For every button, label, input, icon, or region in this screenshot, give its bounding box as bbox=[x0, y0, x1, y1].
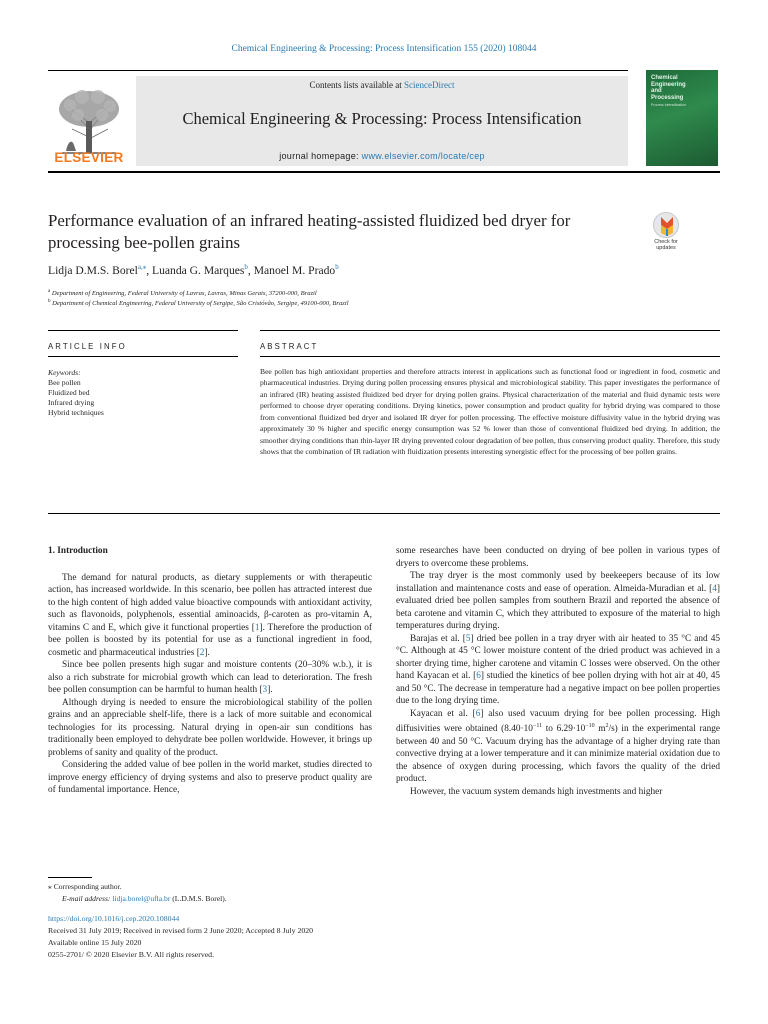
doi-link[interactable]: https://doi.org/10.1016/j.cep.2020.108044 bbox=[48, 914, 180, 923]
body-paragraph bbox=[48, 659, 372, 697]
sciencedirect-link[interactable]: ScienceDirect bbox=[404, 80, 455, 90]
paragraph-text: ]. bbox=[267, 685, 273, 695]
paragraph-text: to 6.29·10 bbox=[542, 724, 586, 735]
email-note bbox=[62, 894, 227, 903]
author-name[interactable]: Manoel M. Prado bbox=[253, 263, 336, 277]
author-affiliation-marker[interactable]: b bbox=[335, 263, 339, 271]
body-paragraph: However, the vacuum system demands high investments and higher bbox=[410, 786, 663, 797]
check-for-updates-badge[interactable] bbox=[644, 212, 688, 258]
exponent: 2 bbox=[605, 723, 609, 729]
keyword-item: Fluidized bed bbox=[48, 388, 90, 397]
article-title: Performance evaluation of an infrared heating-assisted fluidized bed dryer for processing bee-pollen grains bbox=[48, 211, 571, 252]
affiliation-b bbox=[48, 299, 349, 307]
paragraph-text: ] also used vacuum drying for bee pollen processing. High diffusivities were obtained (8.40·10 bbox=[396, 708, 720, 735]
contents-line bbox=[136, 80, 628, 90]
masthead-bottom-rule bbox=[48, 171, 720, 173]
author-name[interactable]: Luanda G. Marques bbox=[152, 263, 245, 277]
abstract-rule bbox=[260, 356, 720, 357]
body-column-right bbox=[396, 545, 720, 798]
author-affiliation-marker[interactable]: b bbox=[244, 263, 248, 271]
cover-title-line: Chemical bbox=[651, 75, 678, 81]
crossmark-label: Check for updates bbox=[654, 239, 678, 251]
affiliation-text: Department of Engineering, Federal University of Lavras, Lavras, Minas Gerais, 37200-000, Brazil bbox=[51, 290, 317, 298]
cover-title-line: and bbox=[651, 88, 662, 94]
crossmark-icon bbox=[653, 212, 679, 238]
article-info-rule bbox=[48, 356, 238, 357]
paragraph-text: The tray dryer is the most commonly used by beekeepers because of its low installation and maintenance costs and ease of operation. Almeida-Muradian et al. [ bbox=[396, 571, 720, 594]
body-paragraph bbox=[48, 572, 372, 660]
keywords-block bbox=[48, 368, 238, 418]
exponent: −11 bbox=[532, 723, 543, 729]
paragraph-text: ]. bbox=[204, 647, 210, 658]
author-affiliation-marker[interactable]: a,⁎ bbox=[137, 263, 147, 271]
body-column-left bbox=[48, 545, 372, 797]
journal-homepage-line bbox=[136, 151, 628, 161]
paragraph-text: Kayacan et al. [ bbox=[410, 708, 476, 719]
author-separator: , bbox=[146, 263, 153, 277]
citation-link[interactable]: 6 bbox=[476, 671, 481, 681]
paragraph-text: The demand for natural products, as dietary supplements or with therapeutic action, has increased worldwide. In this scenario, bee pollen has attracted interest due to the high content of high added value bioactive compounds with antioxidant activity, such as flavonoids, polyphenols, essential aminoacids, β-caroten as pro-vitamin A, vitamins C and E, which give it functional properties [ bbox=[48, 572, 372, 633]
cover-subtitle: Process Intensification bbox=[651, 103, 687, 107]
masthead-top-rule bbox=[48, 70, 628, 71]
citation-link[interactable]: 5 bbox=[465, 633, 471, 644]
top-citation[interactable]: Chemical Engineering & Processing: Process Intensification 155 (2020) 108044 bbox=[231, 44, 537, 54]
body-paragraph bbox=[396, 570, 720, 633]
citation-link[interactable]: 6 bbox=[475, 708, 481, 719]
email-label: E-mail address: bbox=[62, 894, 113, 903]
article-info-heading: ARTICLE INFO bbox=[48, 342, 127, 351]
abstract-text: Bee pollen has high antioxidant properties and therefore attracts interest in applications such as functional food or ingredient in food, cosmetic and pharmaceutical industries. Drying during pollen processing ensures physical and microbiological stability. This paper investigates the performance of an infrared (IR) heating assisted fluidized bed dryer for drying pollen grains. Physical characterization of the material and fluid dynamic tests were performed to choose dryer operating conditions. Drying kinetics, power consumption and product quality for hybrid drying was compared to those from conventional fluidized bed dryer and isolated IR dryer for pollen processing. The effective moisture diffusivity value in the hybrid drying was approximately 30 % higher and specific energy consumption was 52 % lower than those of conventional fluidized bed drying. In addition, the smoother drying conditions than thin-layer IR drying prevented colour degradation of bee pollen, thus conserving product quality. Therefore, this study shows that the combination of IR radiation with fluidization presents interesting synergistic effect for the processing of bee pollen grains. bbox=[260, 367, 720, 457]
paragraph-text: ] evaluated dried bee pollen samples from southern Brazil and reported the absence of beta carotene and vitamin C, which they attributed to exposure of the material to high temperatures during drying. bbox=[396, 583, 720, 631]
homepage-prefix: journal homepage: bbox=[279, 151, 362, 161]
corresponding-author-note: ⁎ Corresponding author. bbox=[48, 882, 122, 891]
paragraph-text: Since bee pollen presents high sugar and moisture contents (20–30% w.b.), it is also a rich substrate for microbial growth which can lead to deterioration. The fresh bee pollen consumption can be harmful to human health [ bbox=[48, 660, 372, 695]
body-paragraph: some researches have been conducted on drying of bee pollen in various types of dryers to overcome these problems. bbox=[396, 546, 720, 569]
citation-link[interactable]: 1 bbox=[254, 622, 260, 633]
exponent: −10 bbox=[585, 723, 595, 729]
email-link[interactable]: lidja.borel@ufla.br bbox=[112, 894, 171, 903]
paragraph-text: /s) in the experimental range between 40 and 50 °C. Vacuum drying has the advantage of a higher drying rate than convective drying at a lower temperature and it can minimize material oxidation due to the absence of oxygen during processing, which favors the quality of the dried product. bbox=[396, 724, 721, 785]
author-list bbox=[48, 263, 648, 277]
cover-title-line: Processing bbox=[651, 94, 684, 101]
abstract-bottom-rule bbox=[48, 513, 720, 514]
author-name[interactable]: Lidja D.M.S. Borel bbox=[48, 263, 138, 277]
cover-title-line: Engineering bbox=[651, 81, 686, 88]
affiliation-a bbox=[48, 289, 317, 297]
affiliation-key: a bbox=[48, 289, 51, 294]
article-info-rule bbox=[48, 330, 238, 331]
citation-link[interactable]: 2 bbox=[199, 647, 205, 658]
email-suffix: (L.D.M.S. Borel). bbox=[170, 894, 227, 903]
citation-link[interactable]: 4 bbox=[712, 583, 717, 594]
affiliation-text: Department of Chemical Engineering, Federal University of Sergipe, São Cristóvão, Sergipe, 49100-000, Brazil bbox=[52, 300, 349, 308]
journal-name: Chemical Engineering & Processing: Process Intensification bbox=[182, 109, 582, 128]
paragraph-text: ] studied the kinetics of bee pollen drying with hot air at 40, 45 and 50 °C. The decrease in temperature had a negative impact on bee pollen properties due to the long drying time. bbox=[396, 671, 720, 706]
online-date: Available online 15 July 2020 bbox=[48, 938, 142, 947]
paragraph-text: ]. Therefore the production of bee pollen is boosted by its potential for use as a functional ingredient in food, cosmetic and pharmaceutical industries [ bbox=[48, 622, 372, 658]
affiliation-key: b bbox=[48, 299, 51, 304]
paragraph-text: ] dried bee pollen in a tray dryer with air heated to 35 °C and 45 °C. Although at 45 °C lower moisture content of the dried product was achieved in a shorter drying time, higher carotene and vitamin C losses were observed. On the other hand Kayacan et al. [ bbox=[396, 633, 720, 681]
keyword-item: Bee pollen bbox=[48, 378, 81, 387]
homepage-link[interactable]: www.elsevier.com/locate/cep bbox=[361, 151, 485, 161]
section-heading: 1. Introduction bbox=[48, 546, 108, 556]
paragraph-text: m bbox=[594, 724, 606, 735]
citation-link[interactable]: 3 bbox=[262, 685, 268, 695]
keyword-item: Hybrid techniques bbox=[48, 408, 104, 417]
paragraph-text: Barajas et al. [ bbox=[410, 633, 466, 644]
elsevier-wordmark: ELSEVIER bbox=[54, 150, 124, 165]
abstract-rule bbox=[260, 330, 720, 331]
received-dates: Received 31 July 2019; Received in revised form 2 June 2020; Accepted 8 July 2020 bbox=[48, 926, 314, 935]
body-paragraph bbox=[396, 708, 720, 786]
footnote-rule bbox=[48, 877, 92, 878]
keyword-item: Infrared drying bbox=[48, 398, 95, 407]
author-separator: , bbox=[247, 263, 254, 277]
keywords-label: Keywords: bbox=[48, 368, 81, 377]
body-paragraph: Considering the added value of bee pollen in the world market, studies directed to improve energy efficiency of drying systems and also to preserve product quality are of fundamental importance. Hence, bbox=[48, 760, 372, 795]
body-paragraph: Although drying is needed to ensure the microbiological stability of the pollen grains and an appreciable shelf-life, there is a lack of more suitable and economical technologies for its processing. Natural drying in open-air sun conditions has traditionally been employed to dehydrate bee pollen worldwide. However, it brings up problems of sanity and quality of the product. bbox=[48, 697, 372, 758]
copyright-line: 0255-2701/ © 2020 Elsevier B.V. All rights reserved. bbox=[48, 950, 215, 959]
journal-cover-thumbnail[interactable] bbox=[646, 70, 718, 166]
abstract-heading: ABSTRACT bbox=[260, 342, 319, 351]
contents-prefix: Contents lists available at bbox=[309, 80, 404, 90]
body-paragraph bbox=[396, 633, 720, 708]
